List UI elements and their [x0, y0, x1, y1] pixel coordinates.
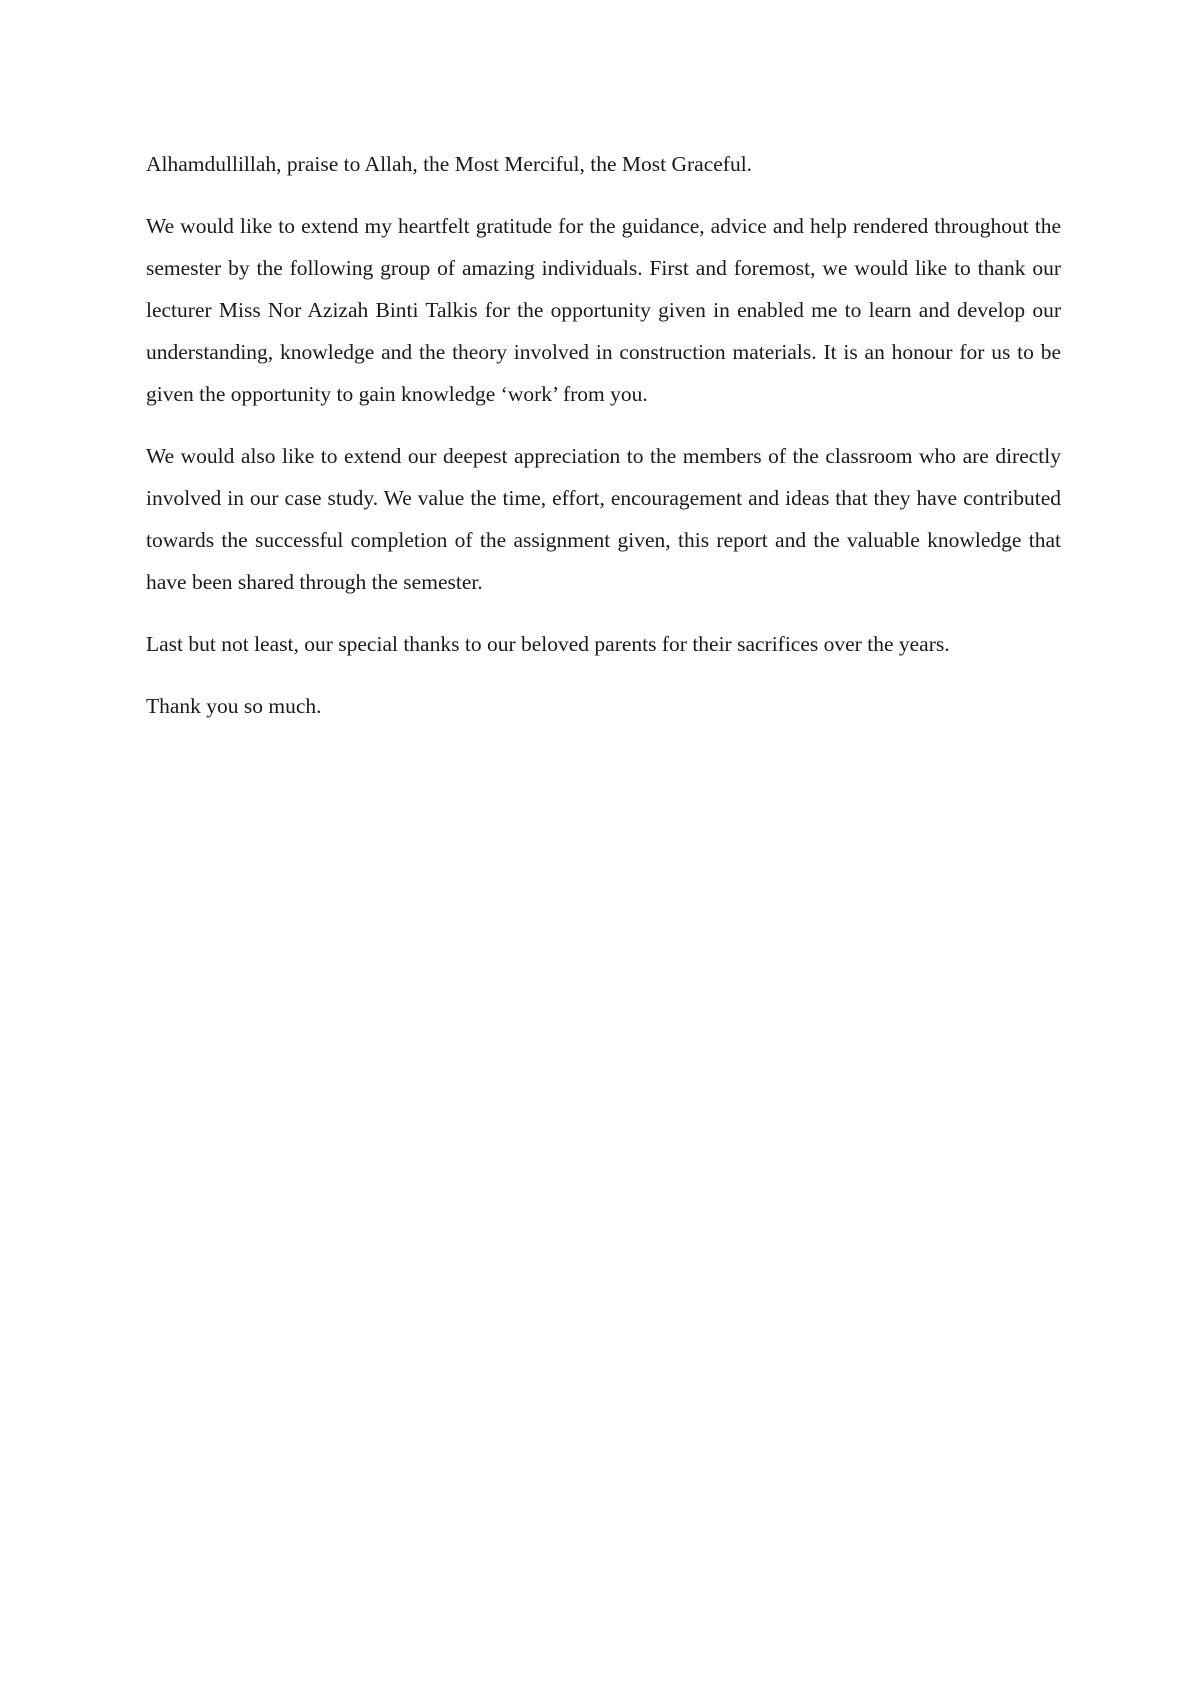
document-body	[146, 143, 1061, 747]
gratitude-paragraph: We would like to extend my heartfelt gratitude for the guidance, advice and help rendered throughout the semester by the following group of amazing individuals. First and foremost, we would like to thank our lecturer Miss Nor Azizah Binti Talkis for the opportunity given in enabled me to learn and develop our understanding, knowledge and the theory involved in construction materials. It is an honour for us to be given the opportunity to gain knowledge ‘work’ from you.	[146, 214, 1061, 406]
closing-paragraph: Thank you so much.	[146, 694, 322, 718]
opening-paragraph: Alhamdullillah, praise to Allah, the Most Merciful, the Most Graceful.	[146, 152, 753, 176]
parents-paragraph: Last but not least, our special thanks to our beloved parents for their sacrifices over the years.	[146, 632, 950, 656]
appreciation-paragraph: We would also like to extend our deepest appreciation to the members of the classroom who are directly involved in our case study. We value the time, effort, encouragement and ideas that they have contributed towards the successful completion of the assignment given, this report and the valuable knowledge that have been shared through the semester.	[146, 444, 1061, 594]
